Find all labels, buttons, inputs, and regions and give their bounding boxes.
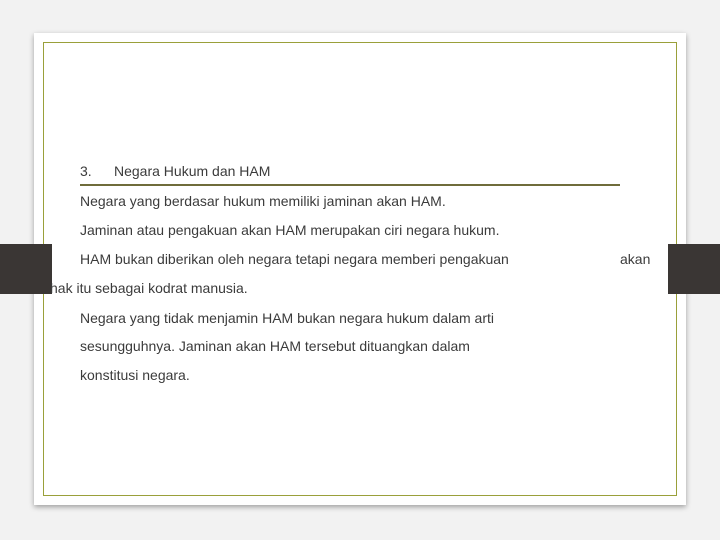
slide-frame: [43, 42, 677, 496]
slide-heading: [80, 163, 270, 179]
body-line-1: Negara yang berdasar hukum memiliki jaminan akan HAM.: [80, 193, 446, 209]
body-line-4: hak itu sebagai kodrat manusia.: [50, 280, 248, 296]
body-line-6: sesungguhnya. Jaminan akan HAM tersebut dituangkan dalam: [80, 338, 470, 354]
heading-number: 3.: [80, 163, 92, 179]
body-line-2: Jaminan atau pengakuan akan HAM merupakan ciri negara hukum.: [80, 222, 500, 238]
body-line-3-continued: akan: [620, 251, 651, 267]
body-line-7: konstitusi negara.: [80, 367, 190, 383]
heading-title: Negara Hukum dan HAM: [114, 163, 271, 179]
body-line-5: Negara yang tidak menjamin HAM bukan negara hukum dalam arti: [80, 310, 494, 326]
slide-card: [34, 33, 686, 505]
heading-underline: [80, 184, 620, 186]
body-line-3: HAM bukan diberikan oleh negara tetapi negara memberi pengakuan: [80, 251, 509, 267]
right-side-tab: [668, 244, 720, 294]
left-side-tab: [0, 244, 52, 294]
